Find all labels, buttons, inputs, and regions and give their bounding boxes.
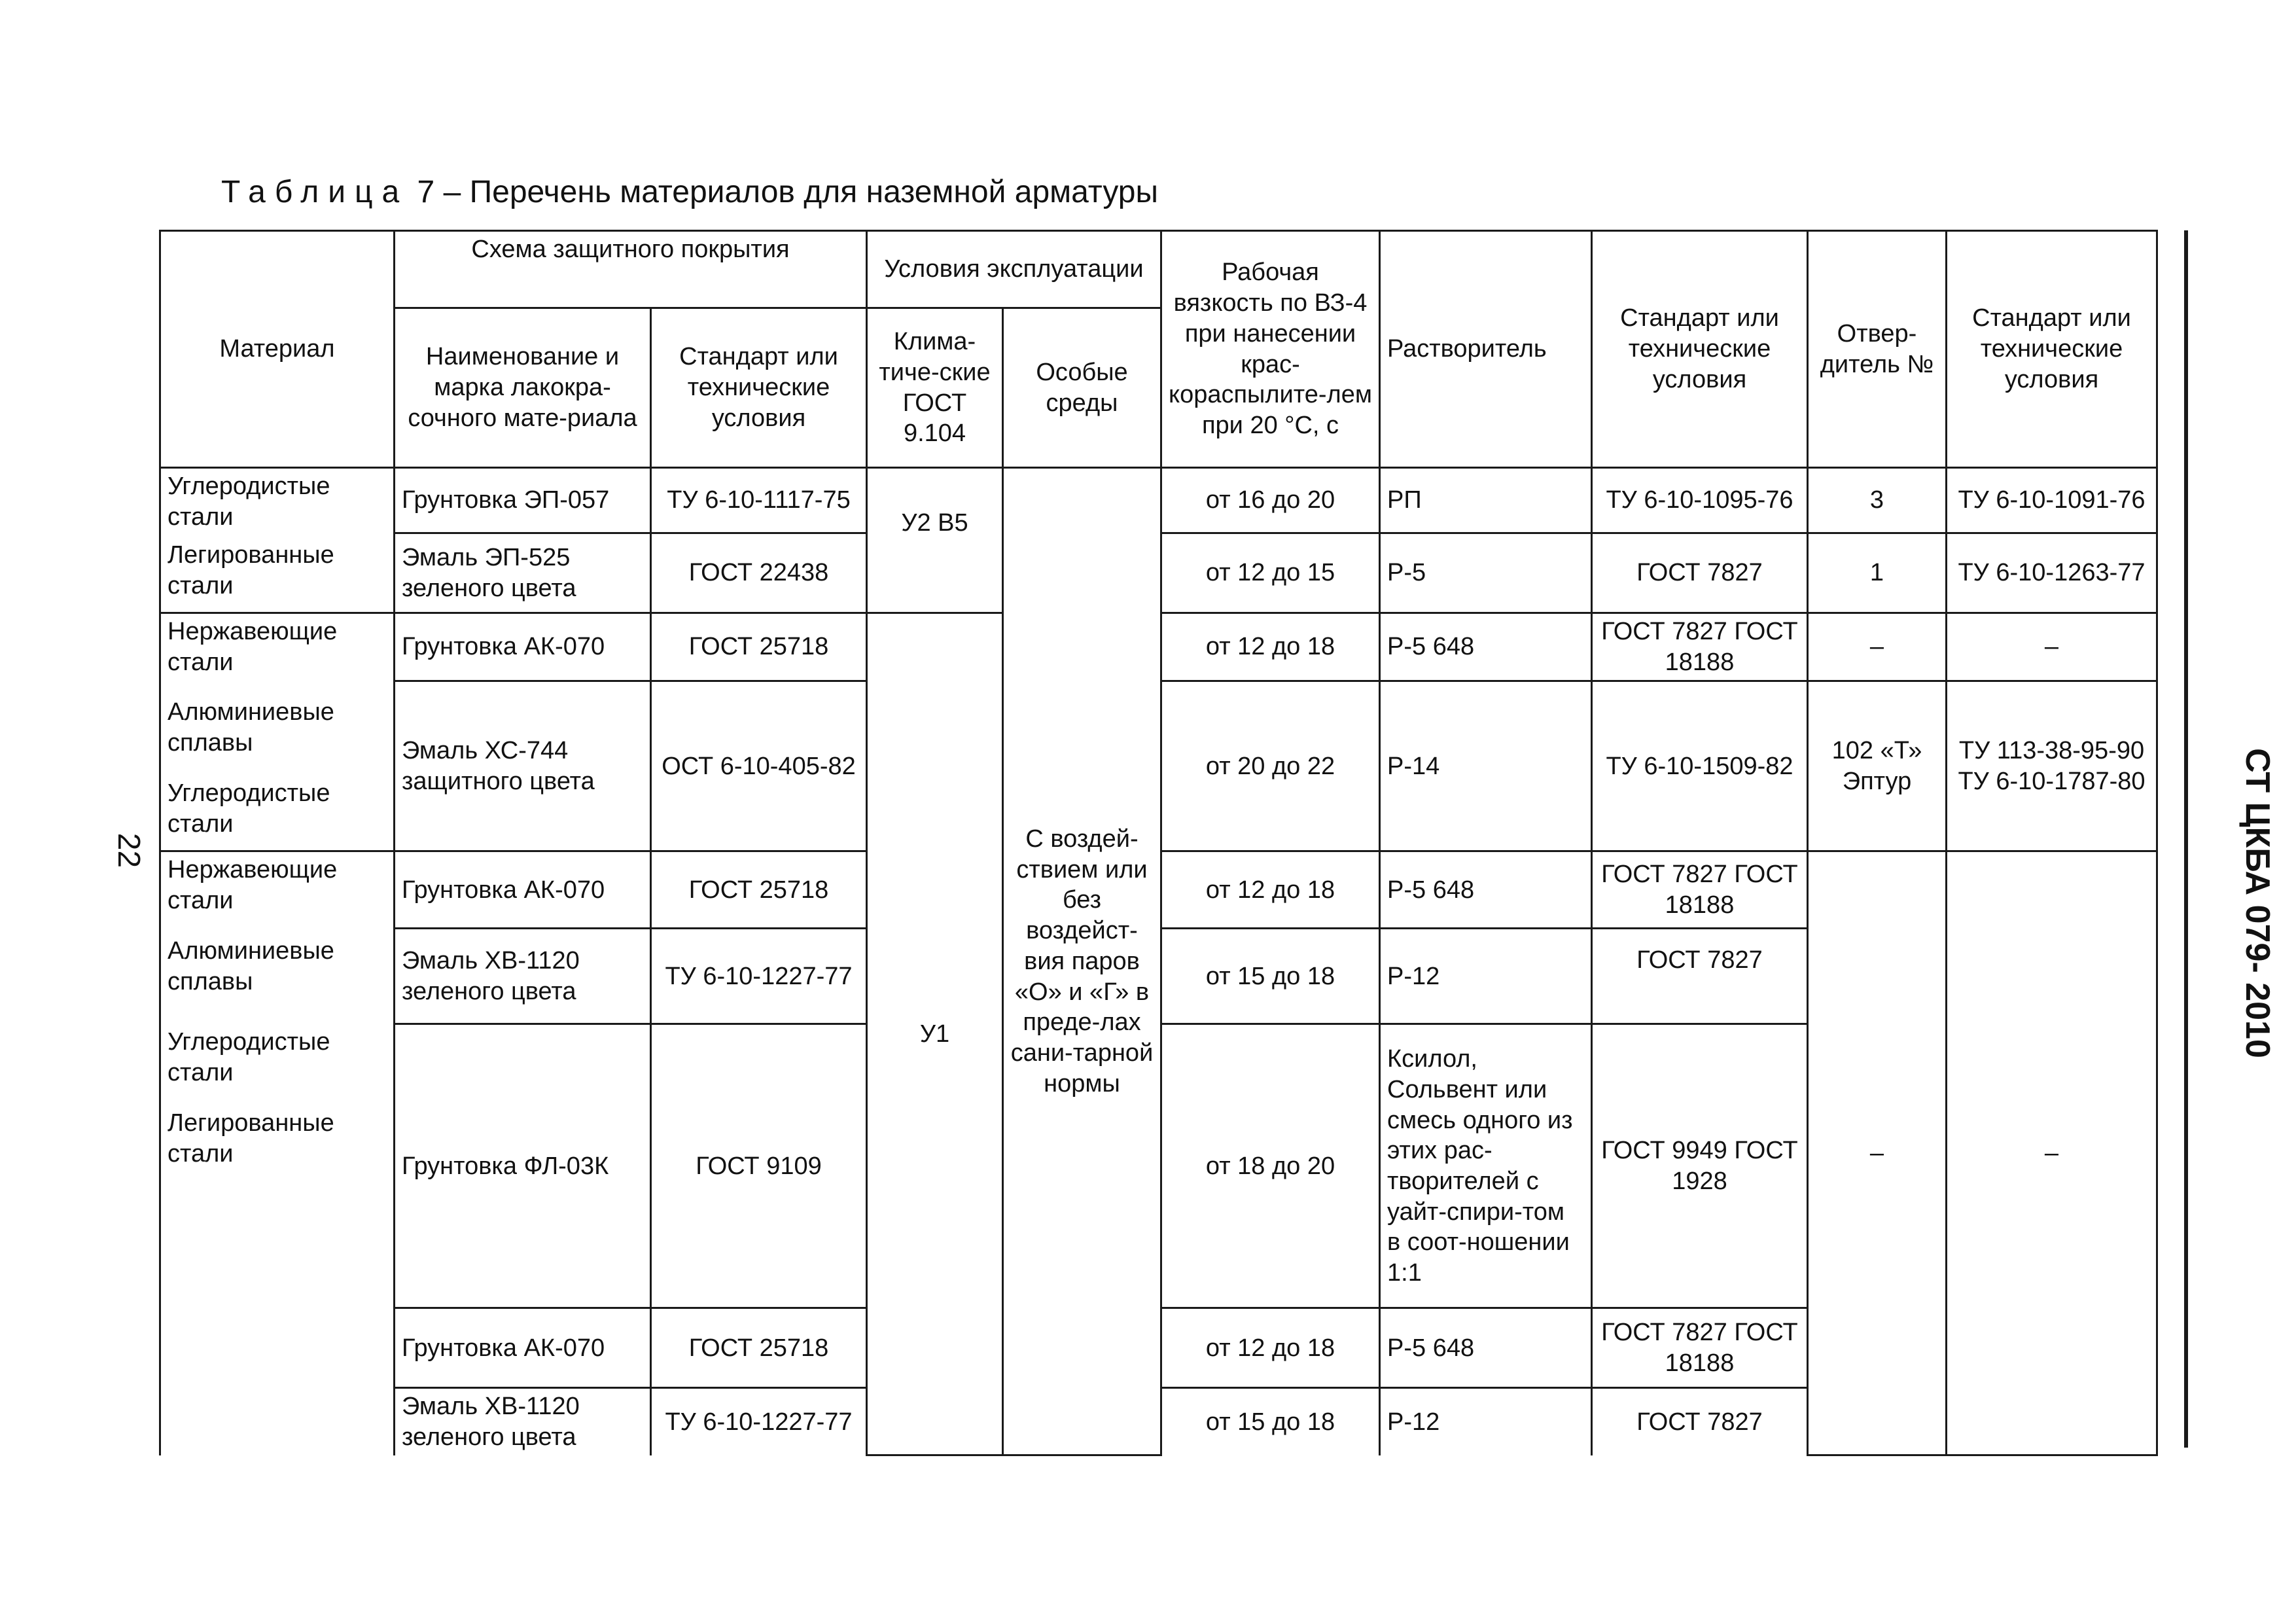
hardener-std-cell: ТУ 113-38-95-90 ТУ 6-10-1787-80	[1947, 681, 2157, 851]
header-conditions: Условия эксплуатации	[867, 231, 1161, 308]
solvent-cell: Р-12	[1380, 1388, 1592, 1455]
material-label: Нержавеющие стали	[168, 856, 338, 915]
material-label: Нержавеющие стали	[168, 618, 338, 676]
header-hardener: Отвер-дитель №	[1808, 231, 1947, 468]
coating-std: ОСТ 6-10-405-82	[651, 681, 867, 851]
coating-name: Грунтовка ФЛ-03К	[395, 1024, 651, 1308]
header-std: Стандарт или технические условия	[651, 308, 867, 468]
caption-title: Перечень материалов для наземной арматуры	[469, 175, 1158, 209]
viscosity-cell: от 12 до 18	[1161, 1308, 1380, 1388]
material-label: Легированные стали	[168, 1109, 334, 1168]
viscosity-cell: от 12 до 18	[1161, 851, 1380, 929]
solvent-std-cell: ГОСТ 7827	[1592, 1388, 1808, 1455]
coating-std: ГОСТ 22438	[651, 533, 867, 613]
hardener-cell: –	[1808, 851, 1947, 1455]
header-scheme: Схема защитного покрытия	[395, 231, 867, 308]
hardener-cell: 3	[1808, 468, 1947, 533]
viscosity-cell: от 15 до 18	[1161, 929, 1380, 1024]
materials-table	[159, 230, 2158, 1456]
coating-std: ТУ 6-10-1227-77	[651, 929, 867, 1024]
hardener-std-cell: ТУ 6-10-1091-76	[1947, 468, 2157, 533]
coating-name: Эмаль ЭП-525 зеленого цвета	[395, 533, 651, 613]
material-cell	[160, 851, 395, 1455]
table-caption	[221, 174, 1158, 210]
solvent-cell: Р-5	[1380, 533, 1592, 613]
frame-line	[2184, 230, 2188, 1448]
hardener-std-cell: –	[1947, 851, 2157, 1455]
viscosity-cell: от 16 до 20	[1161, 468, 1380, 533]
material-cell	[160, 613, 395, 851]
solvent-cell: Р-5 648	[1380, 613, 1592, 681]
coating-name: Эмаль ХС-744 защитного цвета	[395, 681, 651, 851]
viscosity-cell: от 15 до 18	[1161, 1388, 1380, 1455]
header-solvent: Растворитель	[1380, 231, 1592, 468]
solvent-std-cell: ГОСТ 7827	[1592, 533, 1808, 613]
caption-number: 7	[417, 175, 435, 209]
material-label: Легированные стали	[168, 541, 334, 600]
viscosity-cell: от 12 до 18	[1161, 613, 1380, 681]
solvent-cell: Р-12	[1380, 929, 1592, 1024]
solvent-std-cell: ГОСТ 7827 ГОСТ 18188	[1592, 613, 1808, 681]
header-viscosity: Рабочая вязкость по ВЗ-4 при нанесении крас-кораспылите-лем при 20 °C, с	[1161, 231, 1380, 468]
coating-name: Грунтовка АК-070	[395, 851, 651, 929]
solvent-cell: Р-14	[1380, 681, 1592, 851]
hardener-cell: –	[1808, 613, 1947, 681]
climatic-cell: У2 В5	[867, 468, 1003, 613]
material-label: Алюминиевые сплавы	[168, 698, 334, 757]
caption-dash: –	[443, 175, 461, 209]
hardener-std-cell: –	[1947, 613, 2157, 681]
header-material: Материал	[160, 231, 395, 468]
document-id: СТ ЦКБА 079- 2010	[2238, 748, 2276, 1058]
hardener-std-cell: ТУ 6-10-1263-77	[1947, 533, 2157, 613]
page-number: 22	[111, 832, 147, 868]
coating-name: Грунтовка АК-070	[395, 1308, 651, 1388]
solvent-std-cell: ГОСТ 9949 ГОСТ 1928	[1592, 1024, 1808, 1308]
header-row-1	[160, 231, 2157, 308]
viscosity-cell: от 20 до 22	[1161, 681, 1380, 851]
material-label: Углеродистые стали	[168, 1028, 330, 1087]
climatic-cell: У1	[867, 613, 1003, 1455]
solvent-cell: Р-5 648	[1380, 1308, 1592, 1388]
hardener-cell: 1	[1808, 533, 1947, 613]
table-row	[160, 468, 2157, 533]
coating-std: ТУ 6-10-1227-77	[651, 1388, 867, 1455]
coating-name: Грунтовка ЭП-057	[395, 468, 651, 533]
header-name: Наименование и марка лакокра-сочного мате-риала	[395, 308, 651, 468]
coating-std: ГОСТ 9109	[651, 1024, 867, 1308]
header-hardener-std: Стандарт или технические условия	[1947, 231, 2157, 468]
header-special: Особые среды	[1003, 308, 1161, 468]
solvent-std-cell: ТУ 6-10-1095-76	[1592, 468, 1808, 533]
coating-std: ГОСТ 25718	[651, 851, 867, 929]
coating-std: ГОСТ 25718	[651, 1308, 867, 1388]
material-label: Углеродистые стали	[168, 473, 330, 531]
solvent-cell: Ксилол, Сольвент или смесь одного из этих рас-творителей с уайт-спири-том в соот-ношении 1:1	[1380, 1024, 1592, 1308]
solvent-std-cell: ТУ 6-10-1509-82	[1592, 681, 1808, 851]
solvent-std-cell: ГОСТ 7827	[1592, 929, 1808, 1024]
coating-std: ТУ 6-10-1117-75	[651, 468, 867, 533]
coating-name: Грунтовка АК-070	[395, 613, 651, 681]
material-cell	[160, 468, 395, 613]
caption-prefix: Таблица	[221, 175, 409, 209]
coating-std: ГОСТ 25718	[651, 613, 867, 681]
hardener-cell: 102 «Т» Эптур	[1808, 681, 1947, 851]
solvent-cell: РП	[1380, 468, 1592, 533]
solvent-std-cell: ГОСТ 7827 ГОСТ 18188	[1592, 1308, 1808, 1388]
material-label: Алюминиевые сплавы	[168, 936, 334, 995]
solvent-std-cell: ГОСТ 7827 ГОСТ 18188	[1592, 851, 1808, 929]
header-solvent-std: Стандарт или технические условия	[1592, 231, 1808, 468]
material-label: Углеродистые стали	[168, 779, 330, 838]
coating-name: Эмаль ХВ-1120 зеленого цвета	[395, 1388, 651, 1455]
viscosity-cell: от 18 до 20	[1161, 1024, 1380, 1308]
solvent-cell: Р-5 648	[1380, 851, 1592, 929]
special-env-cell: С воздей-ствием или без воздейст-вия паров «О» и «Г» в преде-лах сани-тарной нормы	[1003, 468, 1161, 1455]
header-climatic: Клима-тиче-ские ГОСТ 9.104	[867, 308, 1003, 468]
coating-name: Эмаль ХВ-1120 зеленого цвета	[395, 929, 651, 1024]
viscosity-cell: от 12 до 15	[1161, 533, 1380, 613]
